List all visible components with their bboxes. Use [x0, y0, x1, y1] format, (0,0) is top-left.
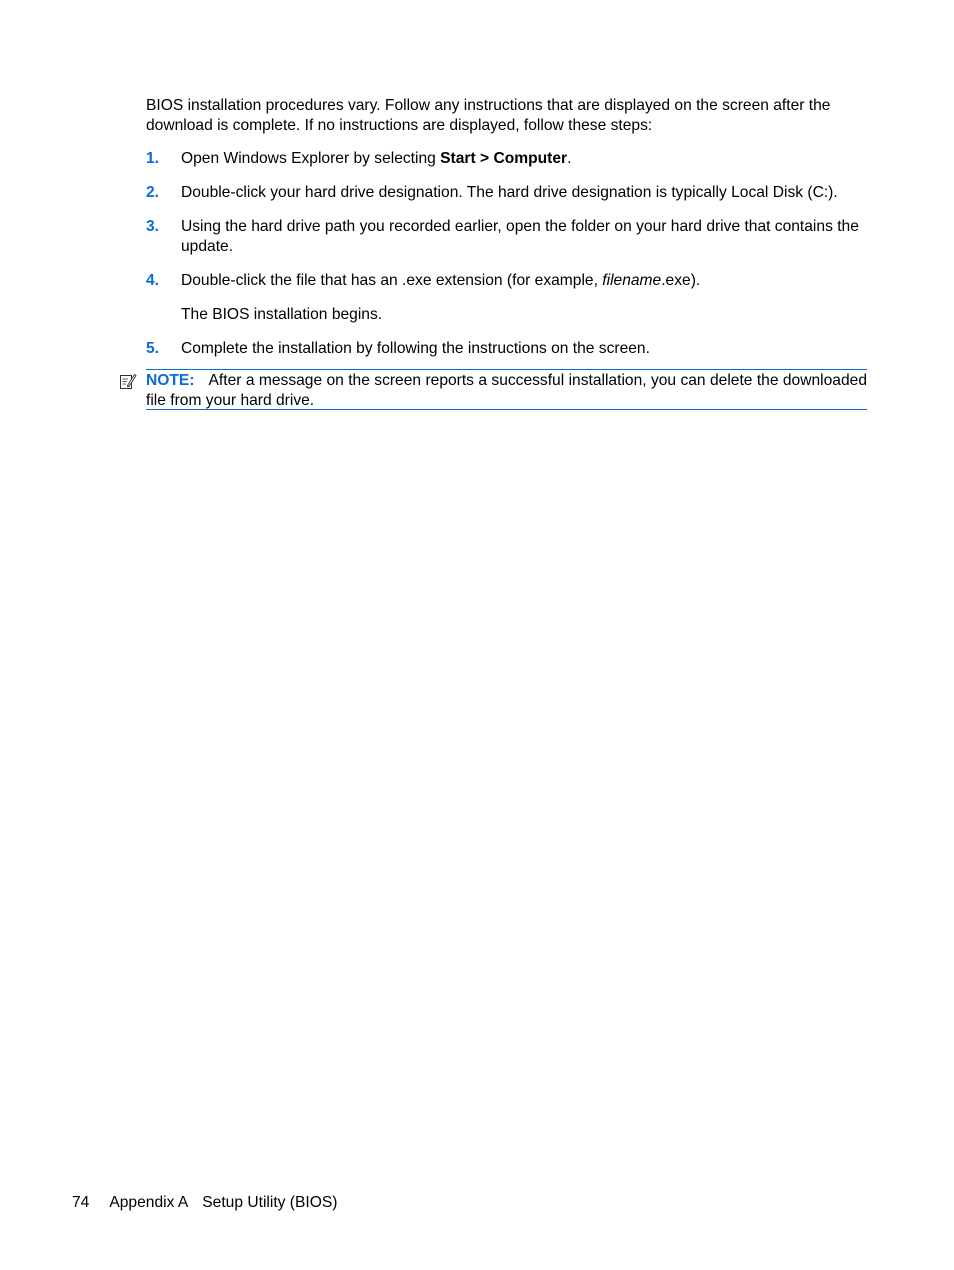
step-number: 5. — [146, 339, 160, 357]
step-text-part: . — [567, 150, 572, 167]
step-number: 4. — [146, 271, 160, 289]
step-number: 3. — [146, 218, 160, 235]
step-2 — [146, 183, 868, 203]
step-text-part: Double-click the file that has an .exe extension (for example, — [181, 271, 603, 289]
step-number: 1. — [146, 150, 160, 167]
intro-paragraph: BIOS installation procedures vary. Follow any instructions that are displayed on the screen after the download is complete. If no instructions are displayed, follow these steps: — [146, 97, 831, 134]
note-box — [146, 369, 867, 410]
step-5 — [146, 339, 868, 359]
page-number: 74 — [72, 1194, 90, 1211]
note-pencil-icon — [119, 372, 137, 390]
footer-title: Setup Utility (BIOS) — [202, 1194, 338, 1211]
page-footer — [72, 1193, 337, 1213]
step-text: Complete the installation by following the instructions on the screen. — [181, 339, 650, 357]
note-body: After a message on the screen reports a successful installation, you can delete the downloaded file from your hard drive. — [146, 372, 867, 409]
step-3 — [146, 217, 868, 256]
step-text — [181, 149, 868, 169]
note-text — [146, 371, 867, 410]
note-label: NOTE: — [146, 372, 195, 389]
steps-list — [146, 149, 868, 373]
step-result: The BIOS installation begins. — [181, 305, 383, 323]
step-text-part: .exe). — [661, 271, 701, 289]
step-1 — [146, 149, 868, 169]
step-number: 2. — [146, 184, 160, 201]
step-text: Double-click your hard drive designation. The hard drive designation is typically Local Disk (C:). — [181, 184, 838, 201]
filename-placeholder: filename — [602, 271, 662, 289]
footer-section: Appendix A — [109, 1194, 189, 1211]
step-text-part: Open Windows Explorer by selecting — [181, 150, 441, 167]
step-4 — [146, 271, 868, 325]
step-text: Using the hard drive path you recorded earlier, open the folder on your hard drive that contains the update. — [181, 218, 859, 255]
step-text — [181, 271, 868, 291]
menu-path: Start > Computer — [440, 150, 568, 167]
